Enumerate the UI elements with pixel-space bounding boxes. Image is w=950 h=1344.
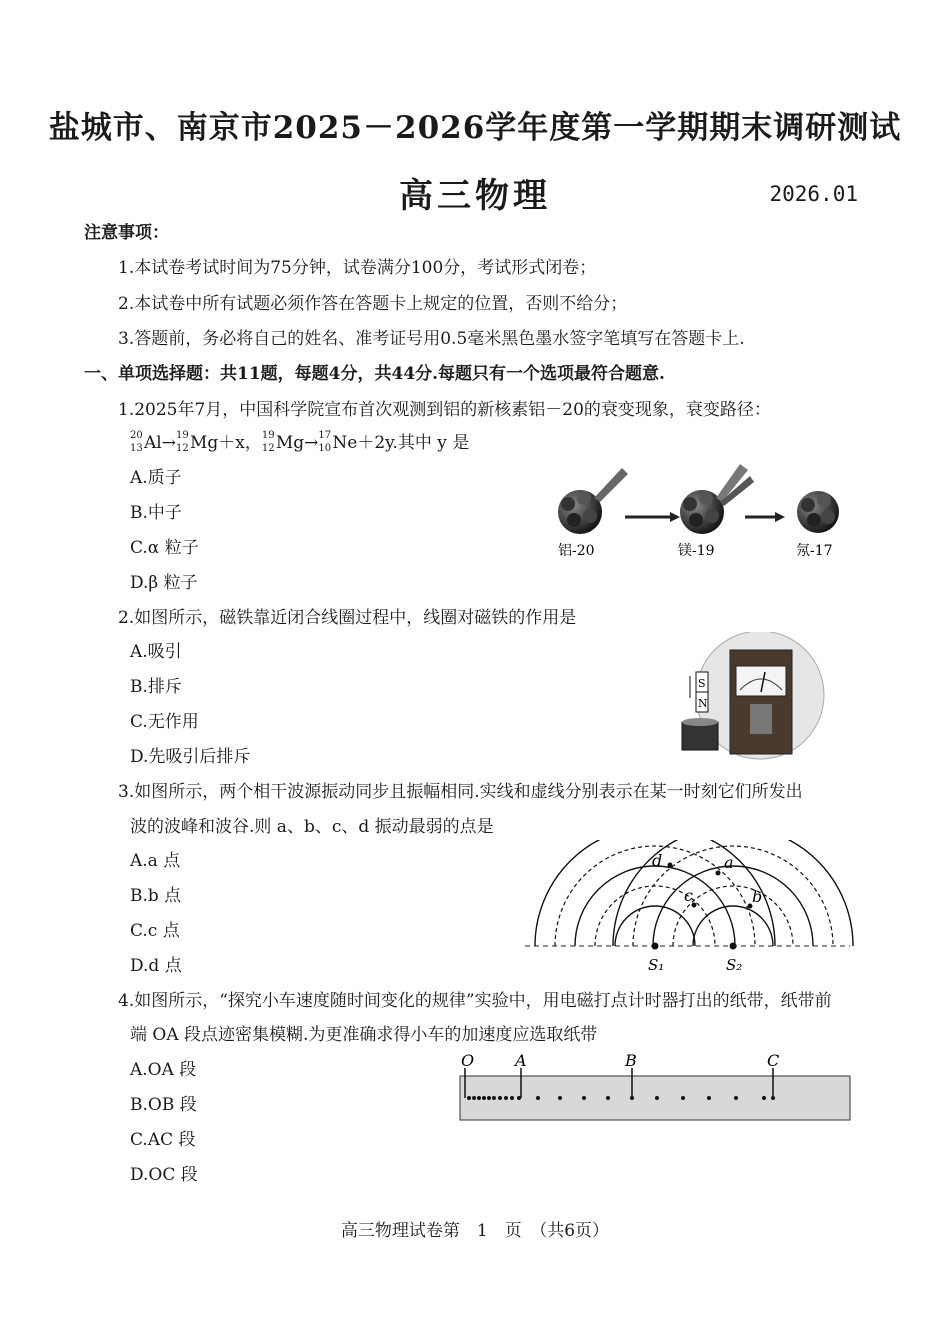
- q4-option-d: D.OC 段: [130, 1165, 198, 1185]
- coil-icon: [682, 718, 718, 750]
- label-al20: 铝-20: [558, 543, 595, 559]
- q1-option-c: C.α 粒子: [130, 538, 199, 558]
- label-ne17: 氖-17: [796, 543, 833, 559]
- q2-stem: 2.如图所示，磁铁靠近闭合线圈过程中，线圈对磁铁的作用是: [118, 608, 577, 628]
- svg-text:c: c: [684, 886, 693, 905]
- section-heading: 一、单项选择题：共11题，每题4分，共44分.每题只有一个选项最符合题意.: [84, 364, 665, 384]
- q4-option-a: A.OA 段: [130, 1060, 197, 1080]
- q3-stem-line2: 波的波峰和波谷.则 a、b、c、d 振动最弱的点是: [130, 817, 494, 837]
- nucleus-mg19-icon: [680, 464, 754, 534]
- bar-magnet-icon: [690, 672, 708, 712]
- point-a-icon: [716, 871, 721, 876]
- q2-magnet-coil-figure: [670, 632, 835, 762]
- q2-option-b: B.排斥: [130, 677, 182, 697]
- svg-text:S₂: S₂: [726, 956, 743, 974]
- q3-option-b: B.b 点: [130, 886, 182, 906]
- label-mg19: 镁-19: [678, 543, 715, 559]
- q4-paper-tape-figure: [455, 1050, 855, 1130]
- nucleus-ne17-icon: [797, 491, 839, 533]
- q2-option-a: A.吸引: [130, 642, 182, 662]
- point-d-icon: [668, 863, 673, 868]
- q2-option-c: C.无作用: [130, 712, 199, 732]
- svg-text:O: O: [461, 1051, 475, 1070]
- page-footer: 高三物理试卷第 1 页 （共6页）: [340, 1221, 610, 1241]
- nucleus-al20-icon: [558, 468, 628, 534]
- q4-stem-line2: 端 OA 段点迹密集模糊.为更准确求得小车的加速度应选取纸带: [130, 1025, 598, 1045]
- q4-option-b: B.OB 段: [130, 1095, 197, 1115]
- svg-text:N: N: [698, 697, 708, 710]
- notice-item: 3.答题前，务必将自己的姓名、准考证号用0.5毫米黑色墨水签字笔填写在答题卡上.: [118, 329, 745, 349]
- q1-equation: 20 13 Al→ 19 12 Mg＋x， 19 12 Mg→ 17 10 Ne＋2y.其中 y 是: [130, 429, 470, 454]
- q1-decay-figure: [550, 460, 850, 565]
- subject-title: 高三物理: [399, 176, 551, 216]
- svg-text:a: a: [724, 853, 734, 872]
- notice-item: 2.本试卷中所有试题必须作答在答题卡上规定的位置，否则不给分；: [118, 294, 628, 314]
- exam-title: 盐城市、南京市2025－2026学年度第一学期期末调研测试: [48, 110, 902, 146]
- q4-option-c: C.AC 段: [130, 1130, 196, 1150]
- svg-text:B: B: [625, 1051, 637, 1070]
- q3-option-a: A.a 点: [130, 851, 181, 871]
- svg-text:b: b: [752, 887, 763, 906]
- svg-text:C: C: [767, 1051, 780, 1070]
- svg-text:S₁: S₁: [648, 956, 665, 974]
- svg-text:A: A: [515, 1051, 527, 1070]
- q1-stem: 1.2025年7月，中国科学院宣布首次观测到铝的新核素铝－20的衰变现象，衰变路径：: [118, 400, 771, 420]
- exam-date: 2026.01: [769, 182, 858, 206]
- q3-option-c: C.c 点: [130, 921, 180, 941]
- q3-option-d: D.d 点: [130, 956, 182, 976]
- q3-wave-interference-figure: [520, 840, 860, 980]
- source-s2-icon: [730, 943, 737, 950]
- svg-text:d: d: [652, 851, 663, 870]
- q4-stem-line1: 4.如图所示，“探究小车速度随时间变化的规律”实验中，用电磁打点计时器打出的纸带，纸带前: [118, 991, 832, 1011]
- q3-stem-line1: 3.如图所示，两个相干波源振动同步且振幅相同.实线和虚线分别表示在某一时刻它们所发出: [118, 782, 803, 802]
- svg-text:S: S: [698, 677, 706, 690]
- q1-option-a: A.质子: [130, 468, 182, 488]
- q1-option-b: B.中子: [130, 503, 182, 523]
- source-s1-icon: [652, 943, 659, 950]
- q1-option-d: D.β 粒子: [130, 573, 198, 593]
- notice-heading: 注意事项：: [84, 223, 169, 243]
- notice-item: 1.本试卷考试时间为75分钟，试卷满分100分，考试形式闭卷；: [118, 258, 597, 278]
- q2-option-d: D.先吸引后排斥: [130, 747, 251, 767]
- galvanometer-icon: [730, 650, 792, 754]
